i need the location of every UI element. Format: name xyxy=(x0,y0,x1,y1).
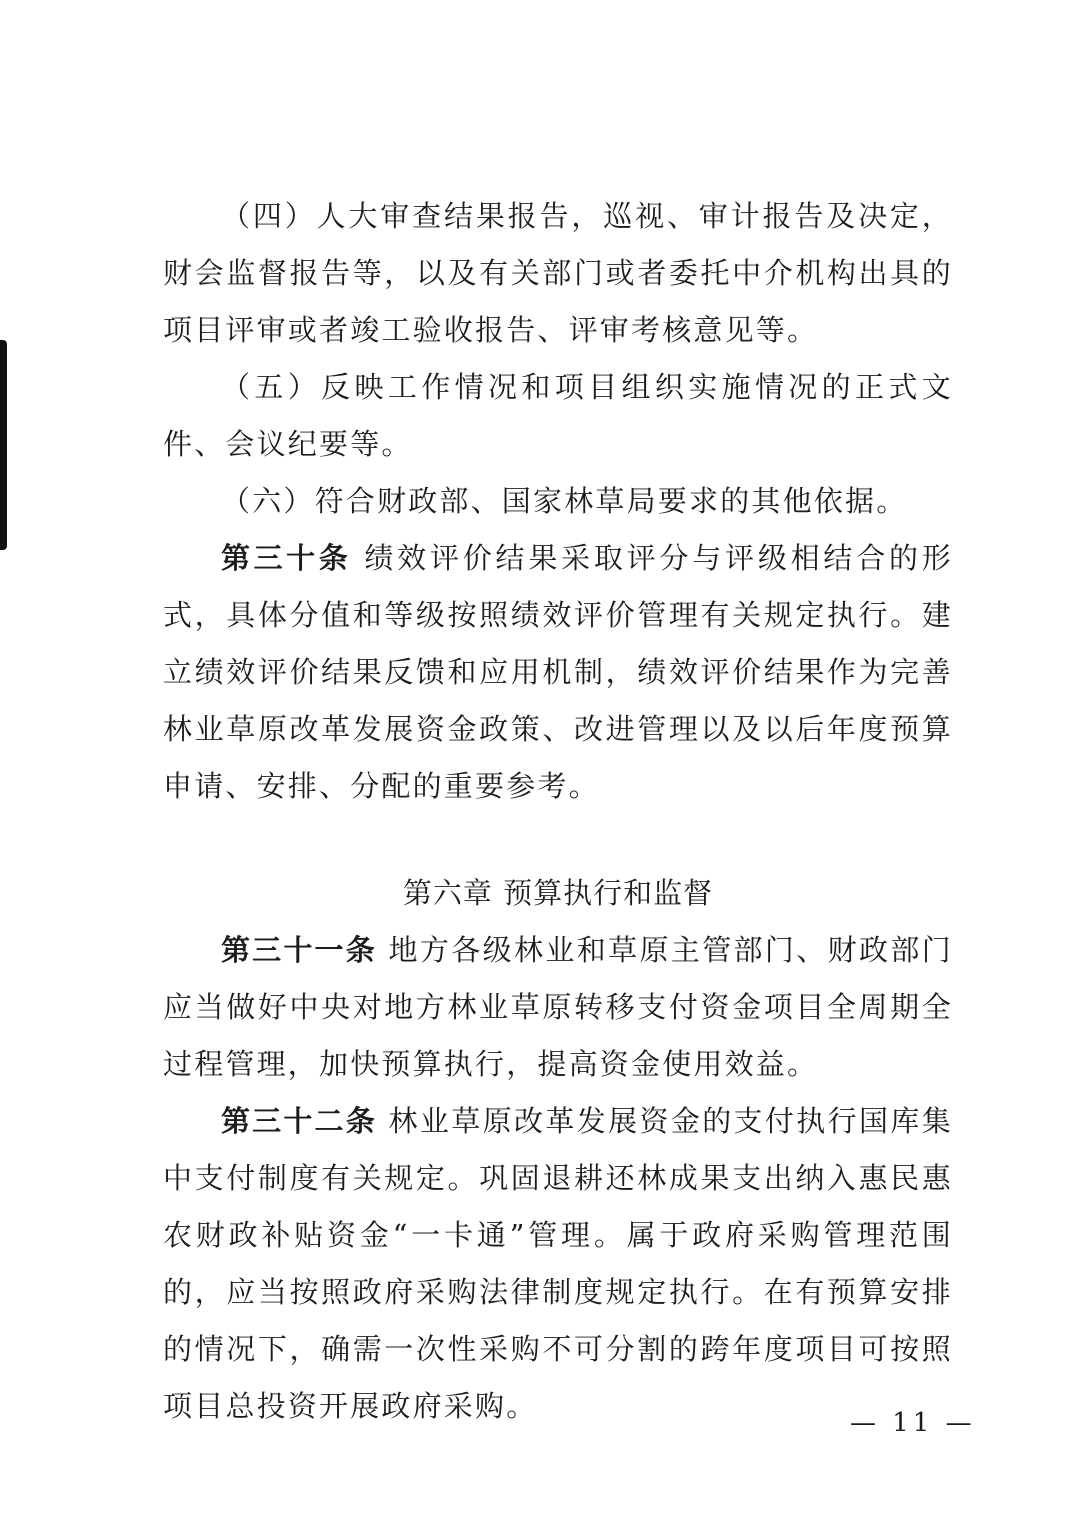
article-30-text: 绩效评价结果采取评分与评级相结合的形式，具体分值和等级按照绩效评价管理有关规定执行。建立绩效评价结果反馈和应用机制，绩效评价结果作为完善林业草原改革发展资金政策、改进管理以及以后年度预算申请、安排、分配的重要参考。 xyxy=(163,541,953,803)
chapter-title: 第六章 预算执行和监督 xyxy=(402,876,714,910)
article-30 xyxy=(163,530,953,815)
article-32-text: 林业草原改革发展资金的支付执行国库集中支付制度有关规定。巩固退耕还林成果支出纳入惠民惠农财政补贴资金“一卡通”管理。属于政府采购管理范围的，应当按照政府采购法律制度规定执行。在有预算安排的情况下，确需一次性采购不可分割的跨年度项目可按照项目总投资开展政府采购。 xyxy=(163,1104,953,1423)
article-31-heading: 第三十一条 xyxy=(221,933,377,967)
paragraph-item-5: （五）反映工作情况和项目组织实施情况的正式文件、会议纪要等。 xyxy=(163,370,953,461)
paragraph-item-4: （四）人大审查结果报告，巡视、审计报告及决定，财会监督报告等，以及有关部门或者委托中介机构出具的项目评审或者竣工验收报告、评审考核意见等。 xyxy=(163,199,953,347)
binding-edge-mark xyxy=(0,340,7,550)
article-31-text: 地方各级林业和草原主管部门、财政部门应当做好中央对地方林业草原转移支付资金项目全周期全过程管理，加快预算执行，提高资金使用效益。 xyxy=(163,933,953,1081)
document-body xyxy=(163,188,953,1435)
article-31 xyxy=(163,922,953,1093)
article-32 xyxy=(163,1093,953,1435)
page-number: — 11 — xyxy=(850,1408,976,1438)
article-32-heading: 第三十二条 xyxy=(221,1104,377,1138)
paragraph-item-6: （六）符合财政部、国家林草局要求的其他依据。 xyxy=(221,484,908,518)
article-30-heading: 第三十条 xyxy=(221,541,352,575)
